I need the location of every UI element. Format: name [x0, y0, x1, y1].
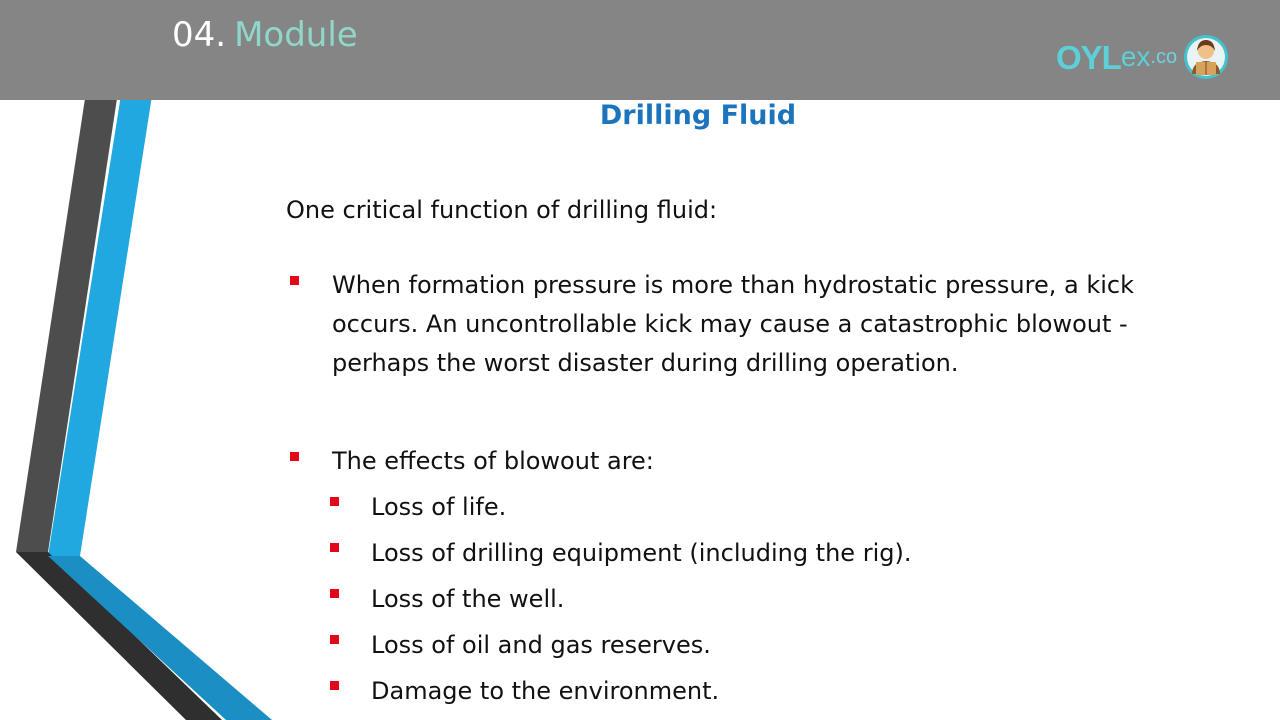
intro-text: One critical function of drilling fluid: — [286, 196, 718, 224]
reader-avatar-icon — [1183, 34, 1229, 80]
logo-text-ex: ex — [1120, 41, 1151, 72]
slide-title: Drilling Fluid — [599, 100, 797, 131]
sub-bullet-marker-5 — [330, 681, 339, 690]
sub-bullet-marker-1 — [330, 497, 339, 506]
stripe-dark-lower — [16, 552, 222, 720]
bullet-text-2: The effects of blowout are: — [332, 447, 654, 475]
bullet-marker-2 — [290, 452, 299, 461]
sub-bullet-marker-4 — [330, 635, 339, 644]
sub-bullet-text-4: Loss of oil and gas reserves. — [371, 631, 711, 659]
sub-bullet-marker-2 — [330, 543, 339, 552]
module-label: Module — [234, 15, 358, 55]
logo-text-main: OYL — [1056, 38, 1121, 76]
stripe-blue-lower — [48, 556, 272, 720]
logo-text-domain: .co — [1150, 46, 1178, 68]
sub-bullet-text-1: Loss of life. — [371, 493, 507, 521]
brand-logo — [1056, 34, 1229, 80]
sub-bullet-text-2: Loss of drilling equipment (including the rig). — [371, 539, 912, 567]
decorative-stripes — [0, 0, 300, 720]
sub-bullet-marker-3 — [330, 589, 339, 598]
sub-bullet-text-3: Loss of the well. — [371, 585, 565, 613]
bullet-marker-1 — [290, 276, 299, 285]
sub-bullet-text-5: Damage to the environment. — [371, 677, 720, 705]
module-number: 04. — [172, 15, 227, 55]
module-heading — [172, 10, 358, 60]
bullet-text-1: When formation pressure is more than hydrostatic pressure, a kick occurs. An uncontrollable kick may cause a catastrophic blowout - perhaps the worst disaster during drilling operation. — [332, 271, 1134, 377]
